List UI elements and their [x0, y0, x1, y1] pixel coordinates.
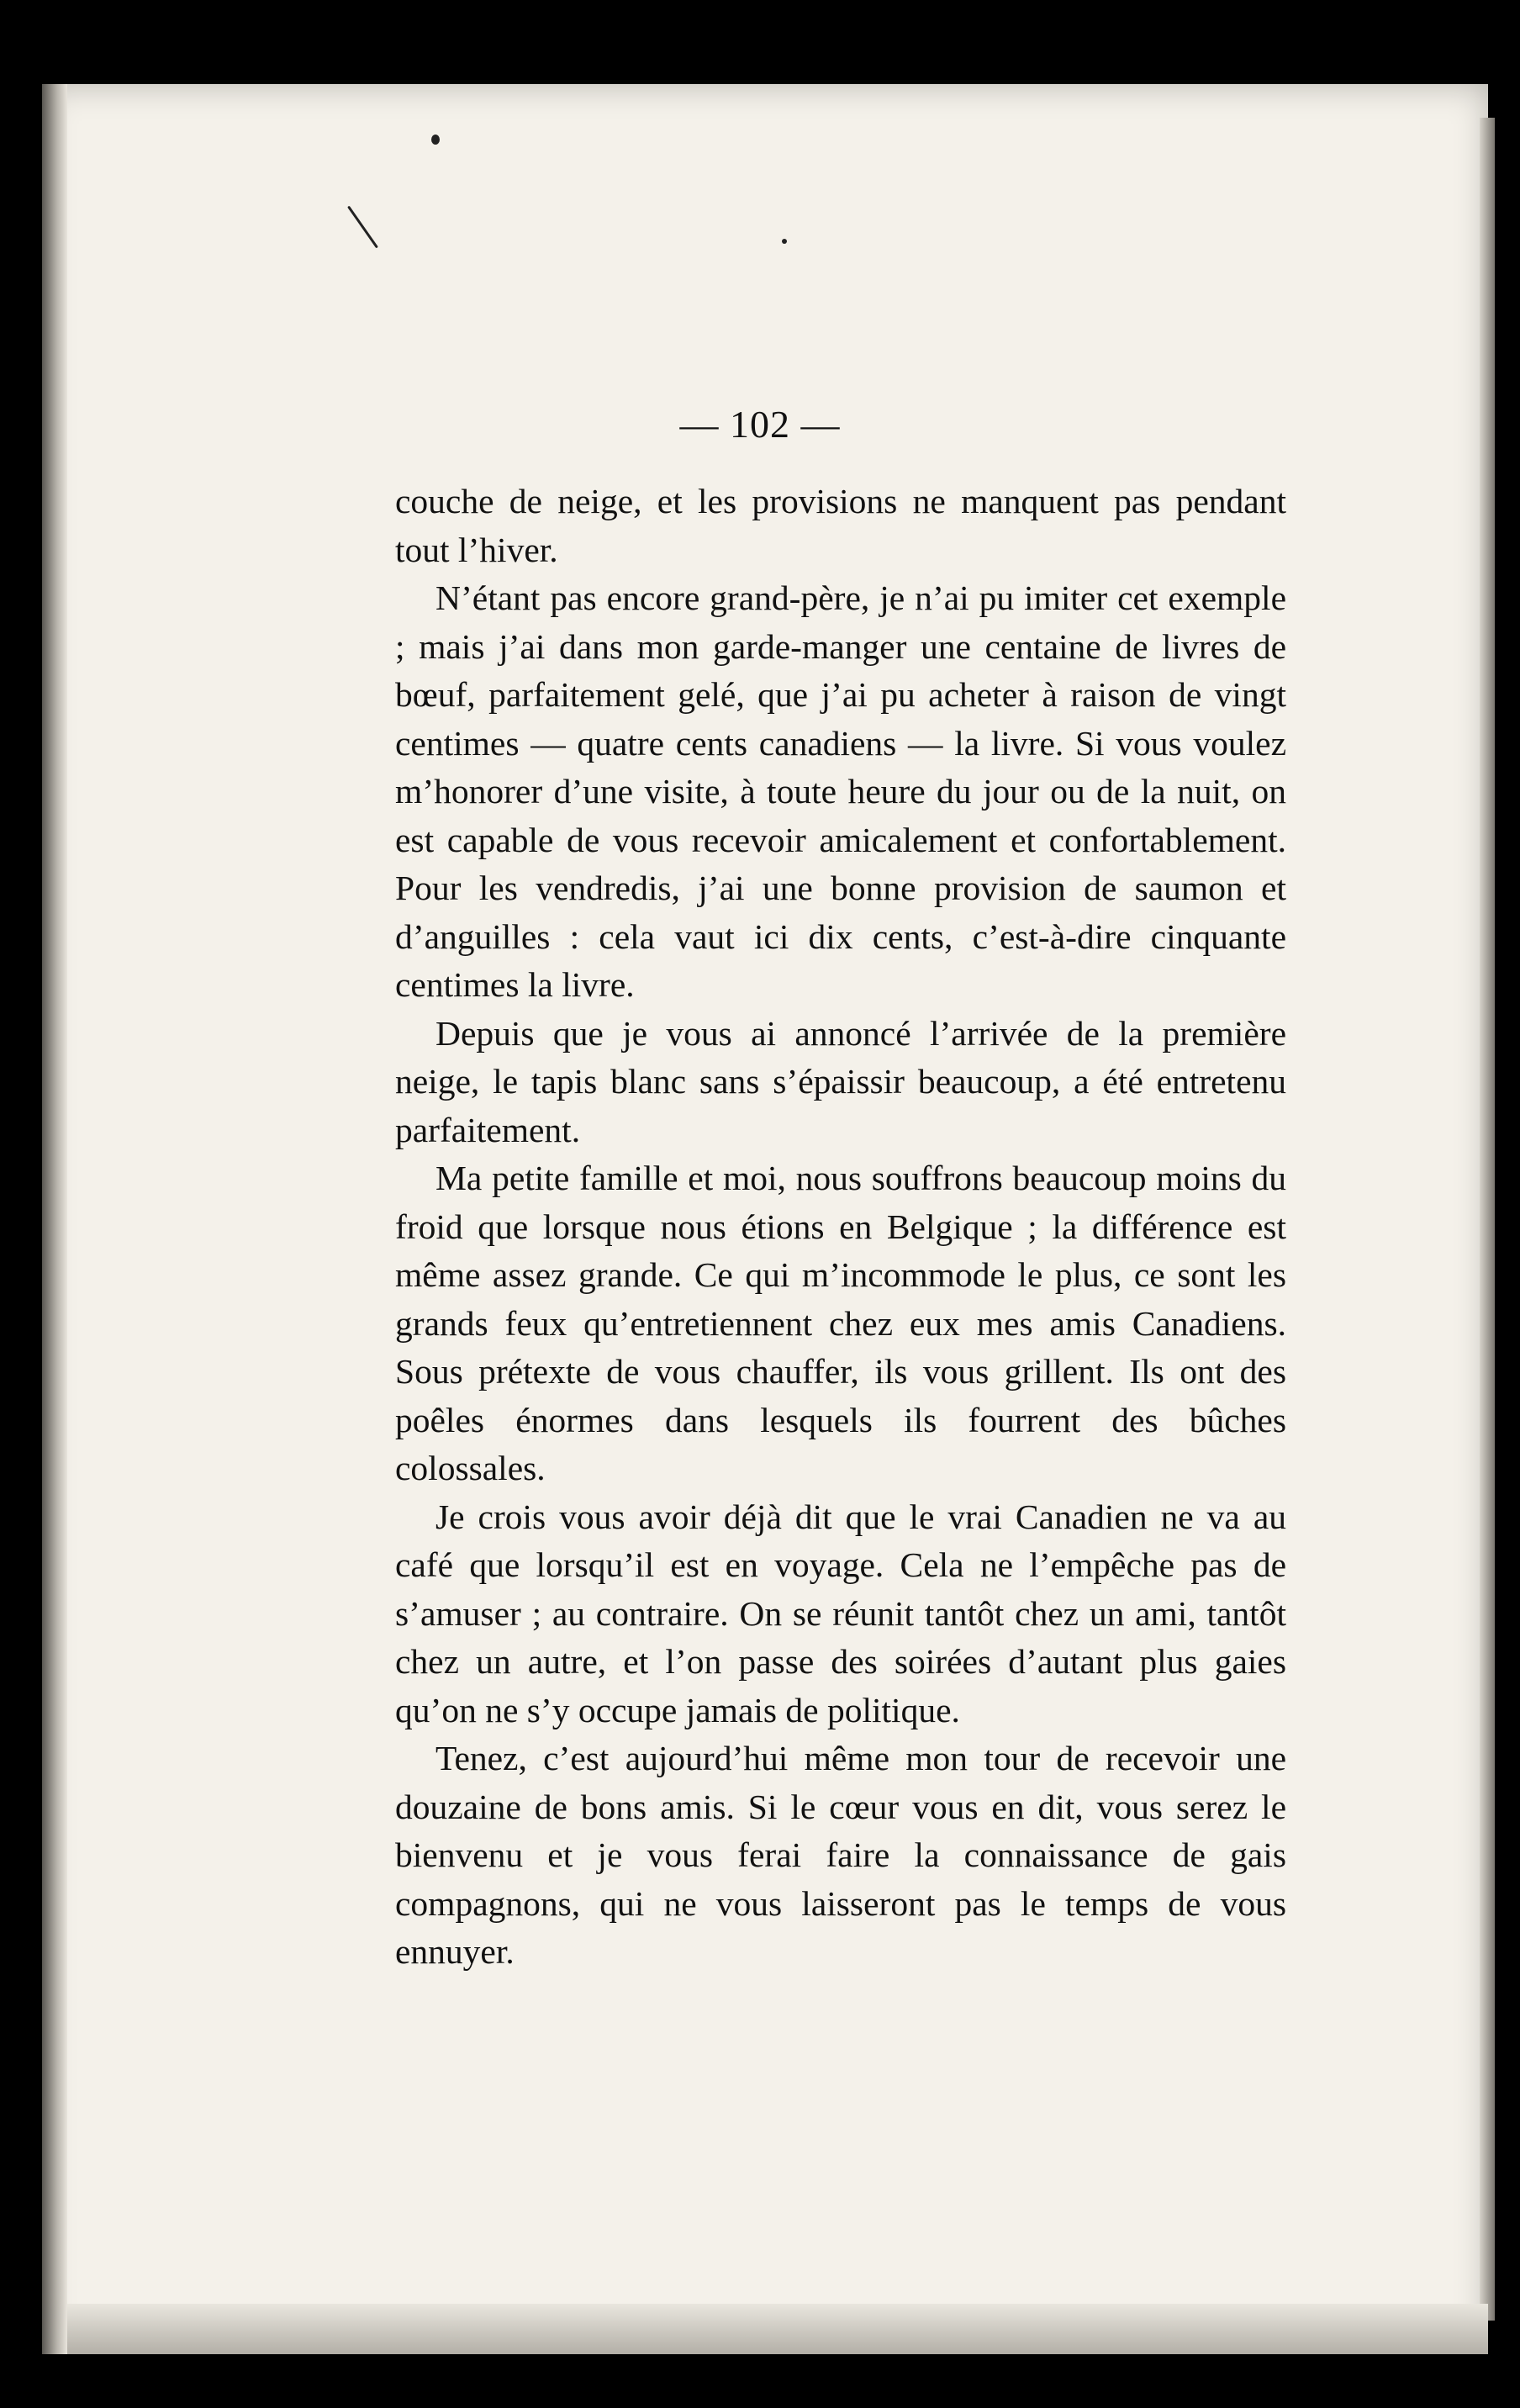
paragraph-6: Tenez, c’est aujourd’hui même mon tour de recevoir une douzaine de bons amis. Si le cœur vous en dit, vous serez le bienvenu et je vous ferai faire la connaissance de gais compagnons, qui ne vous laisseront pas le temps de vous ennuyer. [395, 1739, 1286, 1971]
paragraph-1: couche de neige, et les provisions ne manquent pas pendant tout l’hiver. [395, 482, 1286, 569]
paragraph-4: Ma petite famille et moi, nous souffrons beaucoup moins du froid que lorsque nous étions en Belgique ; la différence est même assez grande. Ce qui m’incommode le plus, ce sont les grands feux qu’entretiennent chez eux mes amis Canadiens. Sous prétexte de vous chauffer, ils vous grillent. Ils ont des poêles énormes dans lesquels ils fourrent des bûches colossales. [395, 1159, 1286, 1487]
paragraph-5: Je crois vous avoir déjà dit que le vrai Canadien ne va au café que lorsqu’il est en voyage. Cela ne l’empêche pas de s’amuser ; au contraire. On se réunit tantôt chez un ami, tantôt chez un autre, et l’on passe des soirées d’autant plus gaies qu’on ne s’y occupe jamais de politique. [395, 1497, 1286, 1729]
body-text [395, 478, 1286, 1977]
page-right-edge [1480, 118, 1495, 2321]
paragraph-3: Depuis que je vous ai annoncé l’arrivée de la première neige, le tapis blanc sans s’épaissir beaucoup, a été entretenu parfaitement. [395, 1013, 1286, 1149]
ink-speck [782, 239, 787, 244]
ink-speck [431, 135, 440, 145]
paragraph-2: N’étant pas encore grand-père, je n’ai pu imiter cet exemple ; mais j’ai dans mon garde-manger une centaine de livres de bœuf, parfaitement gelé, que j’ai pu acheter à raison de vingt centimes — quatre cents canadiens — la livre. Si vous voulez m’honorer d’une visite, à toute heure du jour ou de la nuit, on est capable de vous recevoir amicalement et confortablement. Pour les vendredis, j’ai une bonne provision de saumon et d’anguilles : cela vaut ici dix cents, c’est-à-dire cinquante centimes la livre. [395, 578, 1286, 1004]
page-bottom-edge [67, 2304, 1488, 2354]
page-number: — 102 — [679, 403, 841, 446]
